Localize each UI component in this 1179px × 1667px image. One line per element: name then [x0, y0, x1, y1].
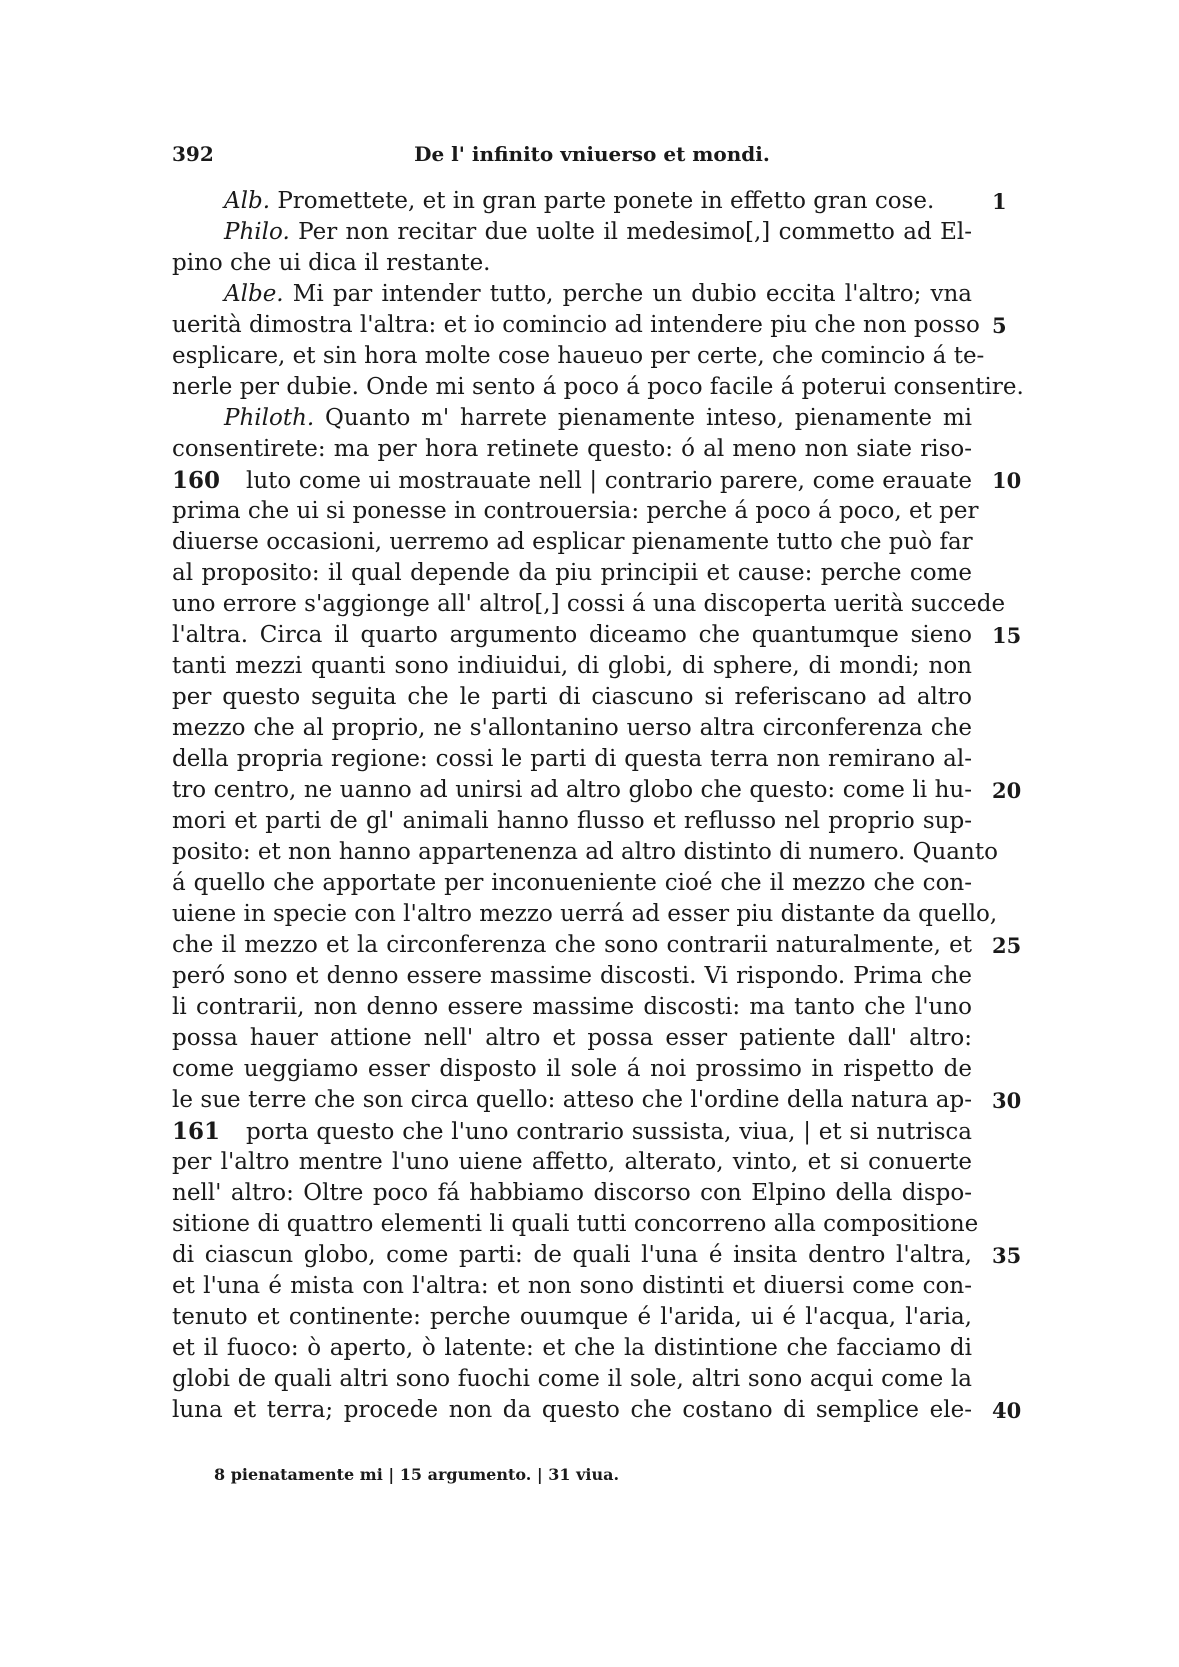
line-text: nell' altro: Oltre poco fá habbiamo discorso con Elpino della dispo- — [172, 1180, 972, 1206]
page-header — [172, 142, 1012, 172]
text-line — [172, 1054, 972, 1085]
line-number: 20 — [992, 778, 1022, 803]
footnote-apparatus: 8 pienatamente mi | 15 argumento. | 31 viua. — [214, 1465, 620, 1484]
line-text: Quanto m' harrete pienamente inteso, pienamente mi — [325, 405, 972, 431]
line-text: posito: et non hanno appartenenza ad altro distinto di numero. Quanto — [172, 839, 998, 865]
line-text: tanti mezzi quanti sono indiuidui, di globi, di sphere, di mondi; non — [172, 653, 972, 679]
line-text: globi de quali altri sono fuochi come il sole, altri sono acqui come la — [172, 1366, 972, 1392]
line-text: li contrarii, non denno essere massime discosti: ma tanto che l'uno — [172, 994, 972, 1020]
line-text: come ueggiamo esser disposto il sole á noi prossimo in rispetto de — [172, 1056, 972, 1082]
text-line — [172, 310, 1007, 341]
text-line — [172, 1395, 1022, 1426]
text-line — [172, 496, 979, 527]
line-text: per l'altro mentre l'uno uiene affetto, alterato, vinto, et si conuerte — [172, 1149, 972, 1175]
line-text: Mi par intender tutto, perche un dubio eccita l'altro; vna — [292, 281, 972, 307]
line-number: 1 — [992, 189, 1007, 214]
line-text: l'altra. Circa il quarto argumento diceamo che quantumque sieno — [172, 622, 972, 648]
text-line — [172, 1364, 972, 1395]
line-text: al proposito: il qual depende da piu principii et cause: perche come — [172, 560, 972, 586]
line-number: 15 — [992, 623, 1022, 648]
page-number: 392 — [172, 142, 214, 166]
text-line — [172, 1302, 972, 1333]
text-line — [172, 372, 1024, 403]
text-line — [172, 682, 972, 713]
text-line — [172, 589, 1006, 620]
line-text: pino che ui dica il restante. — [172, 250, 491, 276]
text-line — [172, 217, 972, 248]
line-text: tro centro, ne uanno ad unirsi ad altro globo che questo: come li hu- — [172, 777, 972, 803]
line-text: della propria regione: cossi le parti di questa terra non remirano al- — [172, 746, 972, 772]
line-text: possa hauer attione nell' altro et possa esser patiente dall' altro: — [172, 1025, 972, 1051]
line-text: di ciascun globo, come parti: de quali l'una é insita dentro l'altra, — [172, 1242, 972, 1268]
text-line — [172, 465, 1022, 496]
text-line — [172, 1333, 972, 1364]
text-line — [172, 806, 972, 837]
text-line — [172, 1178, 972, 1209]
speaker-name: Albe. — [224, 281, 284, 307]
line-text: uno errore s'aggionge all' altro[,] cossi á una discoperta uerità succede — [172, 591, 1006, 617]
margin-page-reference: 160 — [172, 467, 221, 494]
line-number: 35 — [992, 1243, 1022, 1268]
line-text: consentirete: ma per hora retinete questo: ó al meno non siate riso- — [172, 436, 972, 462]
line-text: che il mezzo et la circonferenza che sono contrarii naturalmente, et — [172, 932, 972, 958]
text-line — [172, 1271, 972, 1302]
line-text: mori et parti de gl' animali hanno flusso et reflusso nel proprio sup- — [172, 808, 972, 834]
text-line — [172, 868, 972, 899]
text-line — [172, 527, 972, 558]
text-line — [172, 558, 972, 589]
text-line — [172, 279, 972, 310]
text-line — [172, 713, 972, 744]
line-number: 5 — [992, 313, 1007, 338]
line-text: Promettete, et in gran parte ponete in effetto gran cose. — [277, 188, 935, 214]
line-text: uerità dimostra l'altra: et io comincio ad intendere piu che non posso — [172, 312, 980, 338]
text-line — [172, 837, 998, 868]
text-line — [172, 775, 1022, 806]
line-text: per questo seguita che le parti di ciascuno si referiscano ad altro — [172, 684, 972, 710]
line-text: peró sono et denno essere massime discosti. Vi rispondo. Prima che — [172, 963, 972, 989]
text-line — [172, 186, 1007, 217]
line-text: tenuto et continente: perche ouumque é l'arida, ui é l'acqua, l'aria, — [172, 1304, 972, 1330]
text-line — [172, 992, 972, 1023]
text-line — [172, 961, 972, 992]
text-line — [172, 620, 1022, 651]
text-line — [172, 1147, 972, 1178]
text-line — [172, 651, 972, 682]
text-line — [172, 1023, 972, 1054]
line-number: 40 — [992, 1398, 1022, 1423]
line-text: le sue terre che son circa quello: atteso che l'ordine della natura ap- — [172, 1087, 972, 1113]
margin-page-reference: 161 — [172, 1118, 221, 1145]
text-line — [172, 434, 972, 465]
text-line — [172, 1209, 979, 1240]
line-text: nerle per dubie. Onde mi sento á poco á poco facile á poterui consentire. — [172, 374, 1024, 400]
text-line — [172, 1240, 1022, 1271]
speaker-name: Alb. — [224, 188, 270, 214]
line-text: á quello che apportate per inconueniente cioé che il mezzo che con- — [172, 870, 972, 896]
line-text: luto come ui mostrauate nell | contrario parere, come erauate — [246, 468, 972, 494]
line-text: mezzo che al proprio, ne s'allontanino uerso altra circonferenza che — [172, 715, 972, 741]
text-line — [172, 1116, 972, 1147]
text-line — [172, 403, 972, 434]
speaker-name: Philoth. — [224, 405, 315, 431]
running-title: De l' infinito vniuerso et mondi. — [414, 142, 770, 166]
text-body — [172, 186, 1024, 1426]
line-text: sitione di quattro elementi li quali tutti concorreno alla compositione — [172, 1211, 979, 1237]
line-number: 10 — [992, 468, 1022, 493]
line-number: 25 — [992, 933, 1022, 958]
text-line — [172, 744, 972, 775]
line-number: 30 — [992, 1088, 1022, 1113]
line-text: diuerse occasioni, uerremo ad esplicar pienamente tutto che può far — [172, 529, 973, 555]
line-text: uiene in specie con l'altro mezzo uerrá ad esser piu distante da quello, — [172, 901, 998, 927]
text-line — [172, 1085, 1022, 1116]
text-line — [172, 899, 998, 930]
text-line — [172, 341, 985, 372]
text-line — [172, 930, 1022, 961]
line-text: luna et terra; procede non da questo che costano di semplice ele- — [172, 1397, 972, 1423]
line-text: et il fuoco: ò aperto, ò latente: et che la distintione che facciamo di — [172, 1335, 972, 1361]
line-text: porta questo che l'uno contrario sussista, viua, | et si nutrisca — [246, 1119, 972, 1145]
line-text: Per non recitar due uolte il medesimo[,] commetto ad El- — [298, 219, 972, 245]
speaker-name: Philo. — [224, 219, 290, 245]
line-text: et l'una é mista con l'altra: et non sono distinti et diuersi come con- — [172, 1273, 972, 1299]
line-text: esplicare, et sin hora molte cose haueuo per certe, che comincio á te- — [172, 343, 985, 369]
line-text: prima che ui si ponesse in controuersia: perche á poco á poco, et per — [172, 498, 979, 524]
text-line — [172, 248, 972, 279]
